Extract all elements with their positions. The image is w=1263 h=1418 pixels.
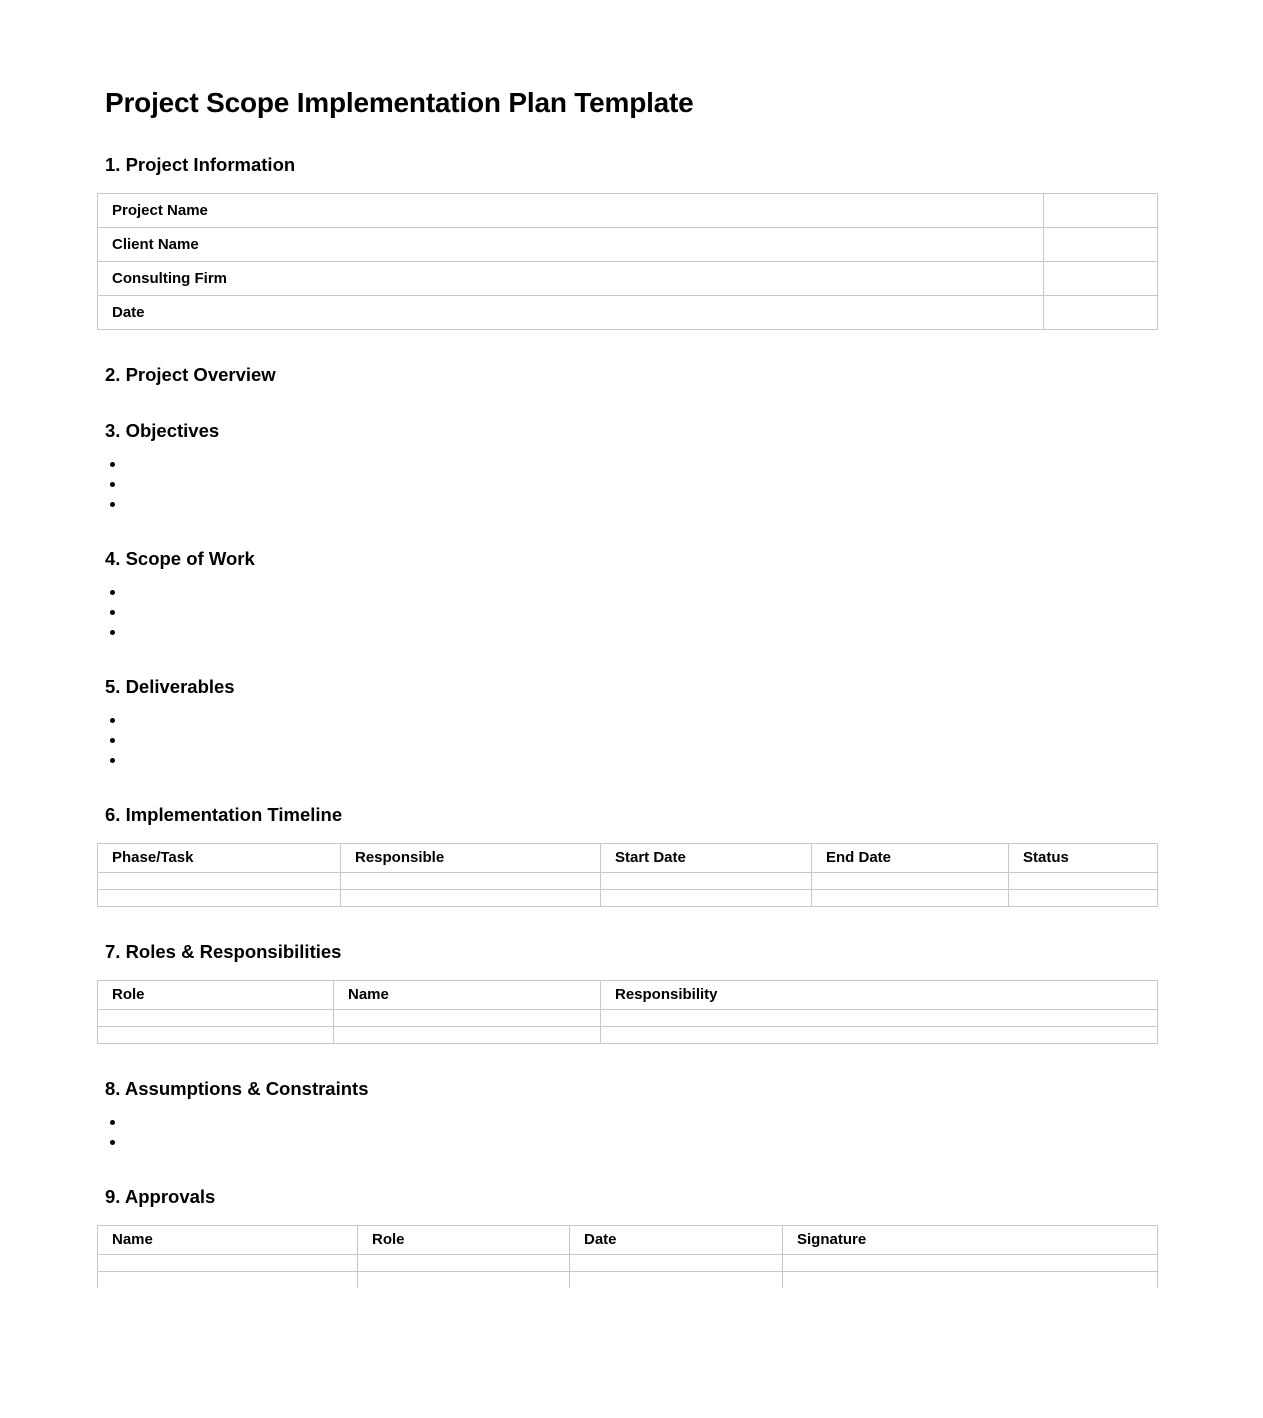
roles-table <box>97 980 1158 1044</box>
empty-cell[interactable] <box>358 1272 570 1288</box>
bullet-item[interactable] <box>105 474 1263 494</box>
bullet-item[interactable] <box>105 494 1263 514</box>
roles-header-role: Role <box>98 981 334 1010</box>
info-label-cell: Client Name <box>98 228 1044 262</box>
table-header-row <box>98 1226 1158 1255</box>
info-value-cell[interactable] <box>1044 296 1158 330</box>
assumptions-bullet-list <box>105 1112 1263 1152</box>
bullet-item[interactable] <box>105 710 1263 730</box>
bullet-item[interactable] <box>105 622 1263 642</box>
timeline-header-status: Status <box>1009 844 1158 873</box>
approvals-header-date: Date <box>570 1226 783 1255</box>
table-row <box>98 228 1158 262</box>
empty-cell[interactable] <box>601 1027 1158 1044</box>
section-heading-deliverables: 5. Deliverables <box>105 676 235 697</box>
empty-cell[interactable] <box>601 1010 1158 1027</box>
empty-cell[interactable] <box>334 1027 601 1044</box>
table-row <box>98 1027 1158 1044</box>
table-row <box>98 1255 1158 1272</box>
empty-cell[interactable] <box>358 1255 570 1272</box>
table-row <box>98 194 1158 228</box>
deliverables-bullet-list <box>105 710 1263 770</box>
approvals-header-name: Name <box>98 1226 358 1255</box>
empty-cell[interactable] <box>98 873 341 890</box>
table-row <box>98 873 1158 890</box>
empty-cell[interactable] <box>334 1010 601 1027</box>
empty-cell[interactable] <box>98 890 341 907</box>
document-title: Project Scope Implementation Plan Template <box>105 87 694 118</box>
empty-cell[interactable] <box>812 873 1009 890</box>
timeline-header-phase-task: Phase/Task <box>98 844 341 873</box>
bullet-item[interactable] <box>105 454 1263 474</box>
roles-header-responsibility: Responsibility <box>601 981 1158 1010</box>
table-header-row <box>98 844 1158 873</box>
empty-cell[interactable] <box>783 1255 1158 1272</box>
section-heading-approvals: 9. Approvals <box>105 1186 216 1207</box>
empty-cell[interactable] <box>341 873 601 890</box>
scope-bullet-list <box>105 582 1263 642</box>
approvals-header-role: Role <box>358 1226 570 1255</box>
table-row-cut-off <box>98 1272 1158 1288</box>
empty-cell[interactable] <box>601 890 812 907</box>
info-value-cell[interactable] <box>1044 262 1158 296</box>
bullet-item[interactable] <box>105 730 1263 750</box>
table-row <box>98 262 1158 296</box>
bullet-item[interactable] <box>105 750 1263 770</box>
table-row <box>98 1010 1158 1027</box>
info-value-cell[interactable] <box>1044 194 1158 228</box>
bullet-item[interactable] <box>105 582 1263 602</box>
empty-cell[interactable] <box>812 890 1009 907</box>
bullet-item[interactable] <box>105 602 1263 622</box>
objectives-bullet-list <box>105 454 1263 514</box>
empty-cell[interactable] <box>601 873 812 890</box>
bullet-item[interactable] <box>105 1132 1263 1152</box>
project-info-table <box>97 193 1158 330</box>
section-heading-assumptions-constraints: 8. Assumptions & Constraints <box>105 1078 369 1099</box>
section-heading-project-overview: 2. Project Overview <box>105 364 276 385</box>
empty-cell[interactable] <box>98 1272 358 1288</box>
empty-cell[interactable] <box>1009 873 1158 890</box>
table-row <box>98 890 1158 907</box>
info-value-cell[interactable] <box>1044 228 1158 262</box>
table-row <box>98 296 1158 330</box>
approvals-table <box>97 1225 1158 1288</box>
empty-cell[interactable] <box>783 1272 1158 1288</box>
empty-cell[interactable] <box>570 1272 783 1288</box>
empty-cell[interactable] <box>1009 890 1158 907</box>
section-heading-roles-responsibilities: 7. Roles & Responsibilities <box>105 941 342 962</box>
info-label-cell: Consulting Firm <box>98 262 1044 296</box>
section-heading-project-information: 1. Project Information <box>105 154 296 175</box>
empty-cell[interactable] <box>98 1010 334 1027</box>
timeline-header-start-date: Start Date <box>601 844 812 873</box>
approvals-header-signature: Signature <box>783 1226 1158 1255</box>
roles-header-name: Name <box>334 981 601 1010</box>
info-label-cell: Date <box>98 296 1044 330</box>
empty-cell[interactable] <box>98 1255 358 1272</box>
section-heading-objectives: 3. Objectives <box>105 420 220 441</box>
empty-cell[interactable] <box>98 1027 334 1044</box>
info-label-cell: Project Name <box>98 194 1044 228</box>
timeline-header-responsible: Responsible <box>341 844 601 873</box>
empty-cell[interactable] <box>570 1255 783 1272</box>
empty-cell[interactable] <box>341 890 601 907</box>
timeline-table <box>97 843 1158 907</box>
timeline-header-end-date: End Date <box>812 844 1009 873</box>
bullet-item[interactable] <box>105 1112 1263 1132</box>
table-header-row <box>98 981 1158 1010</box>
section-heading-scope-of-work: 4. Scope of Work <box>105 548 255 569</box>
section-heading-implementation-timeline: 6. Implementation Timeline <box>105 804 343 825</box>
